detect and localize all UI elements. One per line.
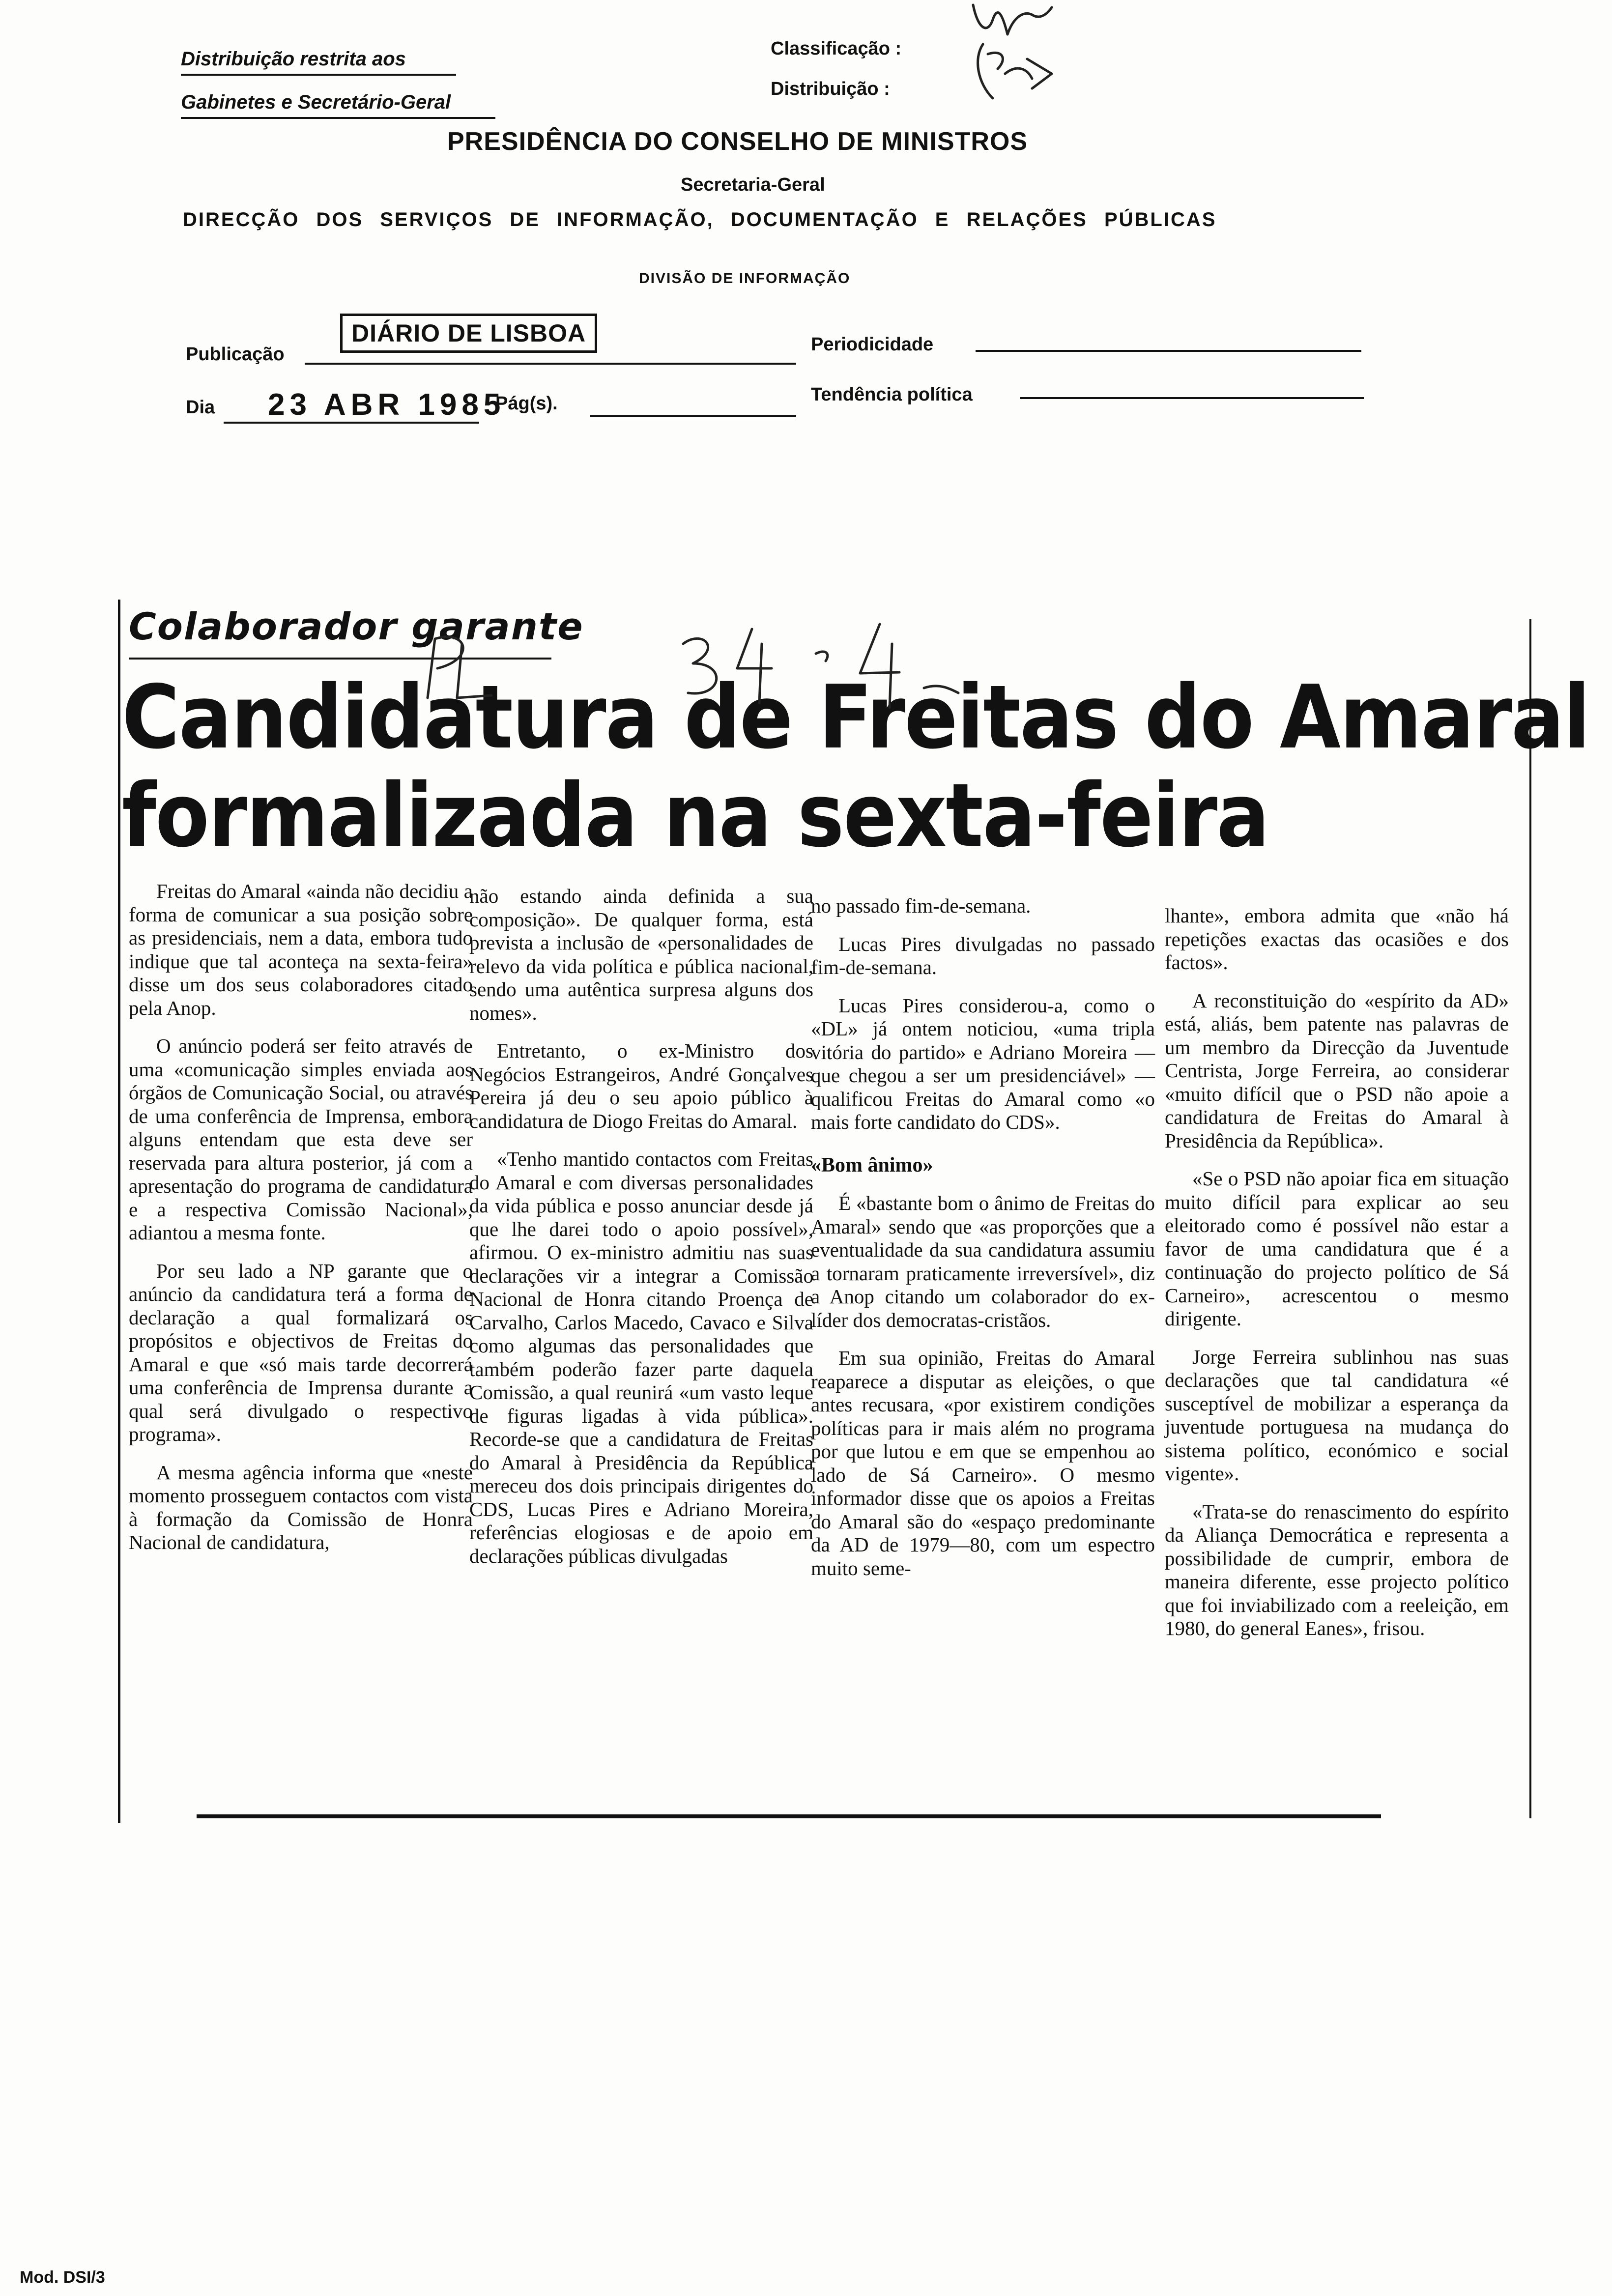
handwritten-annotation xyxy=(408,614,978,713)
right-border-rule xyxy=(1529,619,1531,1818)
headline-line1: Candidatura de Freitas do Amaral xyxy=(122,666,1590,768)
day-label: Dia xyxy=(186,397,215,418)
article-column-2 xyxy=(469,885,813,1582)
tendency-label: Tendência política xyxy=(811,384,973,405)
date-stamp: 23 ABR 1985 xyxy=(268,388,506,422)
article-column-4 xyxy=(1165,904,1509,1655)
article-kicker: Colaborador garante xyxy=(129,604,584,648)
underline xyxy=(590,415,796,417)
paragraph: Em sua opinião, Freitas do Amaral reaparece a disputar as eleições, o que antes recusara, «por existirem condições políticas para ir mais além no programa por que lutou e em que se empenhou ao lado de Sá Carneiro». O mesmo informador disse que os apoios a Freitas do Amaral são do «espaço predominante da AD de 1979—80, com um espectro muito seme- xyxy=(811,1347,1155,1579)
paragraph: «Tenho mantido contactos com Freitas do Amaral e com diversas personalidades da vida pública e posso anunciar desde já que lhe darei todo o apoio possível», afirmou. O ex-ministro admitiu nas suas declarações vir a integrar a Comissão Nacional de Honra citando Proença de Carvalho, Carlos Macedo, Cavaco e Silva como algumas das personalidades que também poderão fazer parte daquela Comissão, a qual reunirá «um vasto leque de figuras ligadas à vida pública». Recorde-se que a candidatura de Freitas do Amaral à Presidência da República mereceu dos dois principais dirigentes do CDS, Lucas Pires e Adriano Moreira, referências elogiosas e de apoio em declarações públicas divulgadas xyxy=(469,1148,813,1567)
paragraph: «Trata-se do renascimento do espírito da Aliança Democrática e representa a possibilidade de cumprir, embora de maneira diferente, esse projecto político que foi inviabilizado com a reeleição, em 1980, do general Eanes», frisou. xyxy=(1165,1500,1509,1639)
division-title: DIVISÃO DE INFORMAÇÃO xyxy=(639,270,851,287)
paragraph: Lucas Pires considerou-a, como o «DL» já ontem noticiou, «uma tripla vitória do partido» e Adriano Moreira — que chegou a ser um presidenciável» — qualificou Freitas do Amaral como «o mais forte candidato do CDS». xyxy=(811,994,1155,1133)
secretariat-title: Secretaria-Geral xyxy=(681,174,825,195)
paragraph: lhante», embora admita que «não há repetições exactas das ocasiões e dos factos». xyxy=(1165,904,1509,974)
underline xyxy=(1020,397,1364,399)
paragraph: Lucas Pires divulgadas no passado fim-de-semana. xyxy=(811,932,1155,978)
directorate-title: DIRECÇÃO DOS SERVIÇOS DE INFORMAÇÃO, DOCUMENTAÇÃO E RELAÇÕES PÚBLICAS xyxy=(183,209,1217,230)
underline xyxy=(305,363,796,365)
paragraph: É «bastante bom o ânimo de Freitas do Amaral» sendo que «as proporções que a eventualidade da sua candidatura assumiu a tornaram praticamente irreversível», diz a Anop citando um colaborador do ex-líder dos democratas-cristãos. xyxy=(811,1192,1155,1331)
left-border-rule xyxy=(118,600,120,1823)
form-model-code: Mod. DSI/3 xyxy=(20,2268,105,2287)
paragraph: «Se o PSD não apoiar fica em situação muito difícil para explicar ao seu eleitorado como é possível não estar a favor de uma candidatura que é a continuação do projecto político de Sá Carneiro», acrescentou o mesmo dirigente. xyxy=(1165,1167,1509,1330)
underline xyxy=(976,350,1361,352)
paragraph: Por seu lado a NP garante que o anúncio da candidatura terá a forma de declaração a qual formalizará os propósitos e objectivos de Freitas do Amaral e que «só mais tarde decorrerá uma conferência de Imprensa durante a qual será divulgado o respectivo programa». xyxy=(129,1259,473,1445)
pages-label: Pág(s). xyxy=(495,393,558,414)
paragraph: O anúncio poderá ser feito através de uma «comunicação simples enviada aos órgãos de Comunicação Social, ou através de uma conferência de Imprensa, embora alguns entendam que esta deve ser reservada para altura posterior, já com a apresentação do programa de candidatura e a respectiva Comissão Nacional», adiantou a mesma fonte. xyxy=(129,1034,473,1244)
classification-label: Classificação : xyxy=(771,38,902,59)
article-column-3 xyxy=(811,894,1155,1595)
paragraph: A mesma agência informa que «neste momento prosseguem contactos com vista à formação da Comissão de Honra Nacional de candidatura, xyxy=(129,1461,473,1553)
paragraph: Entretanto, o ex-Ministro dos Negócios Estrangeiros, André Gonçalves Pereira já deu o seu apoio público à candidatura de Diogo Freitas do Amaral. xyxy=(469,1039,813,1132)
article-column-1 xyxy=(129,880,473,1569)
distribution-label: Distribuição : xyxy=(771,79,890,99)
underline xyxy=(181,117,495,119)
publication-stamp: DIÁRIO DE LISBOA xyxy=(340,314,597,353)
restricted-distribution-line2: Gabinetes e Secretário-Geral xyxy=(181,91,451,113)
paragraph: Freitas do Amaral «ainda não decidiu a forma de comunicar a sua posição sobre as presidenciais, nem a data, embora tudo indique que tal aconteça na sexta-feira» disse um dos seus colaboradores citado pela Anop. xyxy=(129,880,473,1019)
subheading: «Bom ânimo» xyxy=(811,1153,933,1177)
handwritten-initials xyxy=(958,0,1106,113)
paragraph: Jorge Ferreira sublinhou nas suas declarações que tal candidatura «é susceptível de mobilizar a esperança da juventude portuguesa na mudança do sistema político, económico e social vigente». xyxy=(1165,1345,1509,1485)
headline-line2: formalizada na sexta-feira xyxy=(122,765,1269,866)
article-bottom-rule xyxy=(197,1814,1381,1818)
paragraph: no passado fim-de-semana. xyxy=(811,894,1031,917)
publication-label: Publicação xyxy=(186,344,285,365)
paragraph: não estando ainda definida a sua composição». De qualquer forma, está prevista a inclusão de «personalidades de relevo da vida política e pública nacional, sendo uma autêntica surpresa alguns dos nomes». xyxy=(469,885,813,1024)
restricted-distribution-line1: Distribuição restrita aos xyxy=(181,48,406,70)
periodicity-label: Periodicidade xyxy=(811,334,934,355)
underline xyxy=(224,422,479,424)
underline xyxy=(181,74,456,76)
presidency-title: PRESIDÊNCIA DO CONSELHO DE MINISTROS xyxy=(447,127,1028,156)
paragraph: A reconstituição do «espírito da AD» está, aliás, bem patente nas palavras de um membro da Direcção da Juventude Centrista, Jorge Ferreira, ao considerar «muito difícil que o PSD não apoie a candidatura de Freitas do Amaral à Presidência da República». xyxy=(1165,989,1509,1152)
